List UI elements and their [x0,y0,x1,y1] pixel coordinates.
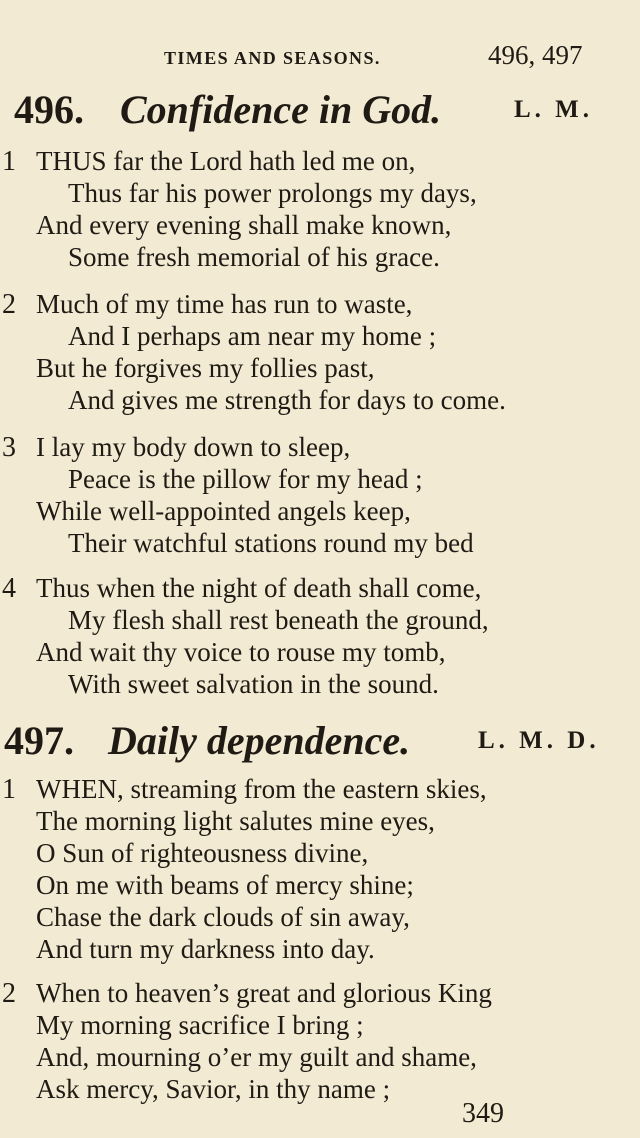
hymn-meter: L. M. D. [478,727,600,754]
verse-line: My flesh shall rest beneath the ground, [68,605,489,635]
verse-line: The morning light salutes mine eyes, [36,806,435,836]
verse-line: On me with beams of mercy shine; [36,870,414,900]
verse-line: THUS far the Lord hath led me on, [36,146,416,176]
hymn-title: Daily dependence. [108,718,411,763]
page-number: 349 [462,1098,504,1129]
stanza-number: 1 [2,774,16,805]
verse-line: And turn my darkness into day. [36,934,375,964]
verse-line: Chase the dark clouds of sin away, [36,902,410,932]
verse-line: Some fresh memorial of his grace. [68,242,440,272]
verse-line: My morning sacrifice I bring ; [36,1010,364,1040]
hymn-number: 496. [14,87,84,132]
verse-line: And, mourning o’er my guilt and shame, [36,1042,477,1072]
hymn-meter: L. M. [514,96,594,123]
verse-line: Ask mercy, Savior, in thy name ; [36,1074,391,1104]
stanza-number: 2 [2,289,16,320]
hymn-number: 497. [4,718,74,763]
verse-line: Thus far his power prolongs my days, [68,178,477,208]
hymn-497-heading [0,717,640,769]
stanza-number: 1 [2,146,16,177]
stanza-number: 4 [2,573,16,604]
verse-line: O Sun of righteousness divine, [36,838,369,868]
verse-line: And gives me strength for days to come. [68,385,506,415]
verse-line: And wait thy voice to rouse my tomb, [36,637,446,667]
verse-line: When to heaven’s great and glorious King [36,978,492,1008]
verse-line: But he forgives my follies past, [36,353,375,383]
verse-line: Thus when the night of death shall come, [36,573,482,603]
stanza-number: 3 [2,432,16,463]
hymn-496-heading [0,86,640,138]
hymn-title: Confidence in God. [120,87,442,132]
verse-line: With sweet salvation in the sound. [68,669,439,699]
verse-line: Their watchful stations round my bed [68,528,474,558]
verse-line: Much of my time has run to waste, [36,289,413,319]
verse-line: And every evening shall make known, [36,210,452,240]
verse-line: And I perhaps am near my home ; [68,321,437,351]
verse-line: While well-appointed angels keep, [36,496,411,526]
verse-line: I lay my body down to sleep, [36,432,351,462]
running-head-section: TIMES AND SEASONS. [164,48,381,68]
running-head [0,40,640,74]
stanza-number: 2 [2,978,16,1009]
verse-line: WHEN, streaming from the eastern skies, [36,774,487,804]
running-head-hymn-numbers: 496, 497 [488,40,583,70]
verse-line: Peace is the pillow for my head ; [68,464,423,494]
